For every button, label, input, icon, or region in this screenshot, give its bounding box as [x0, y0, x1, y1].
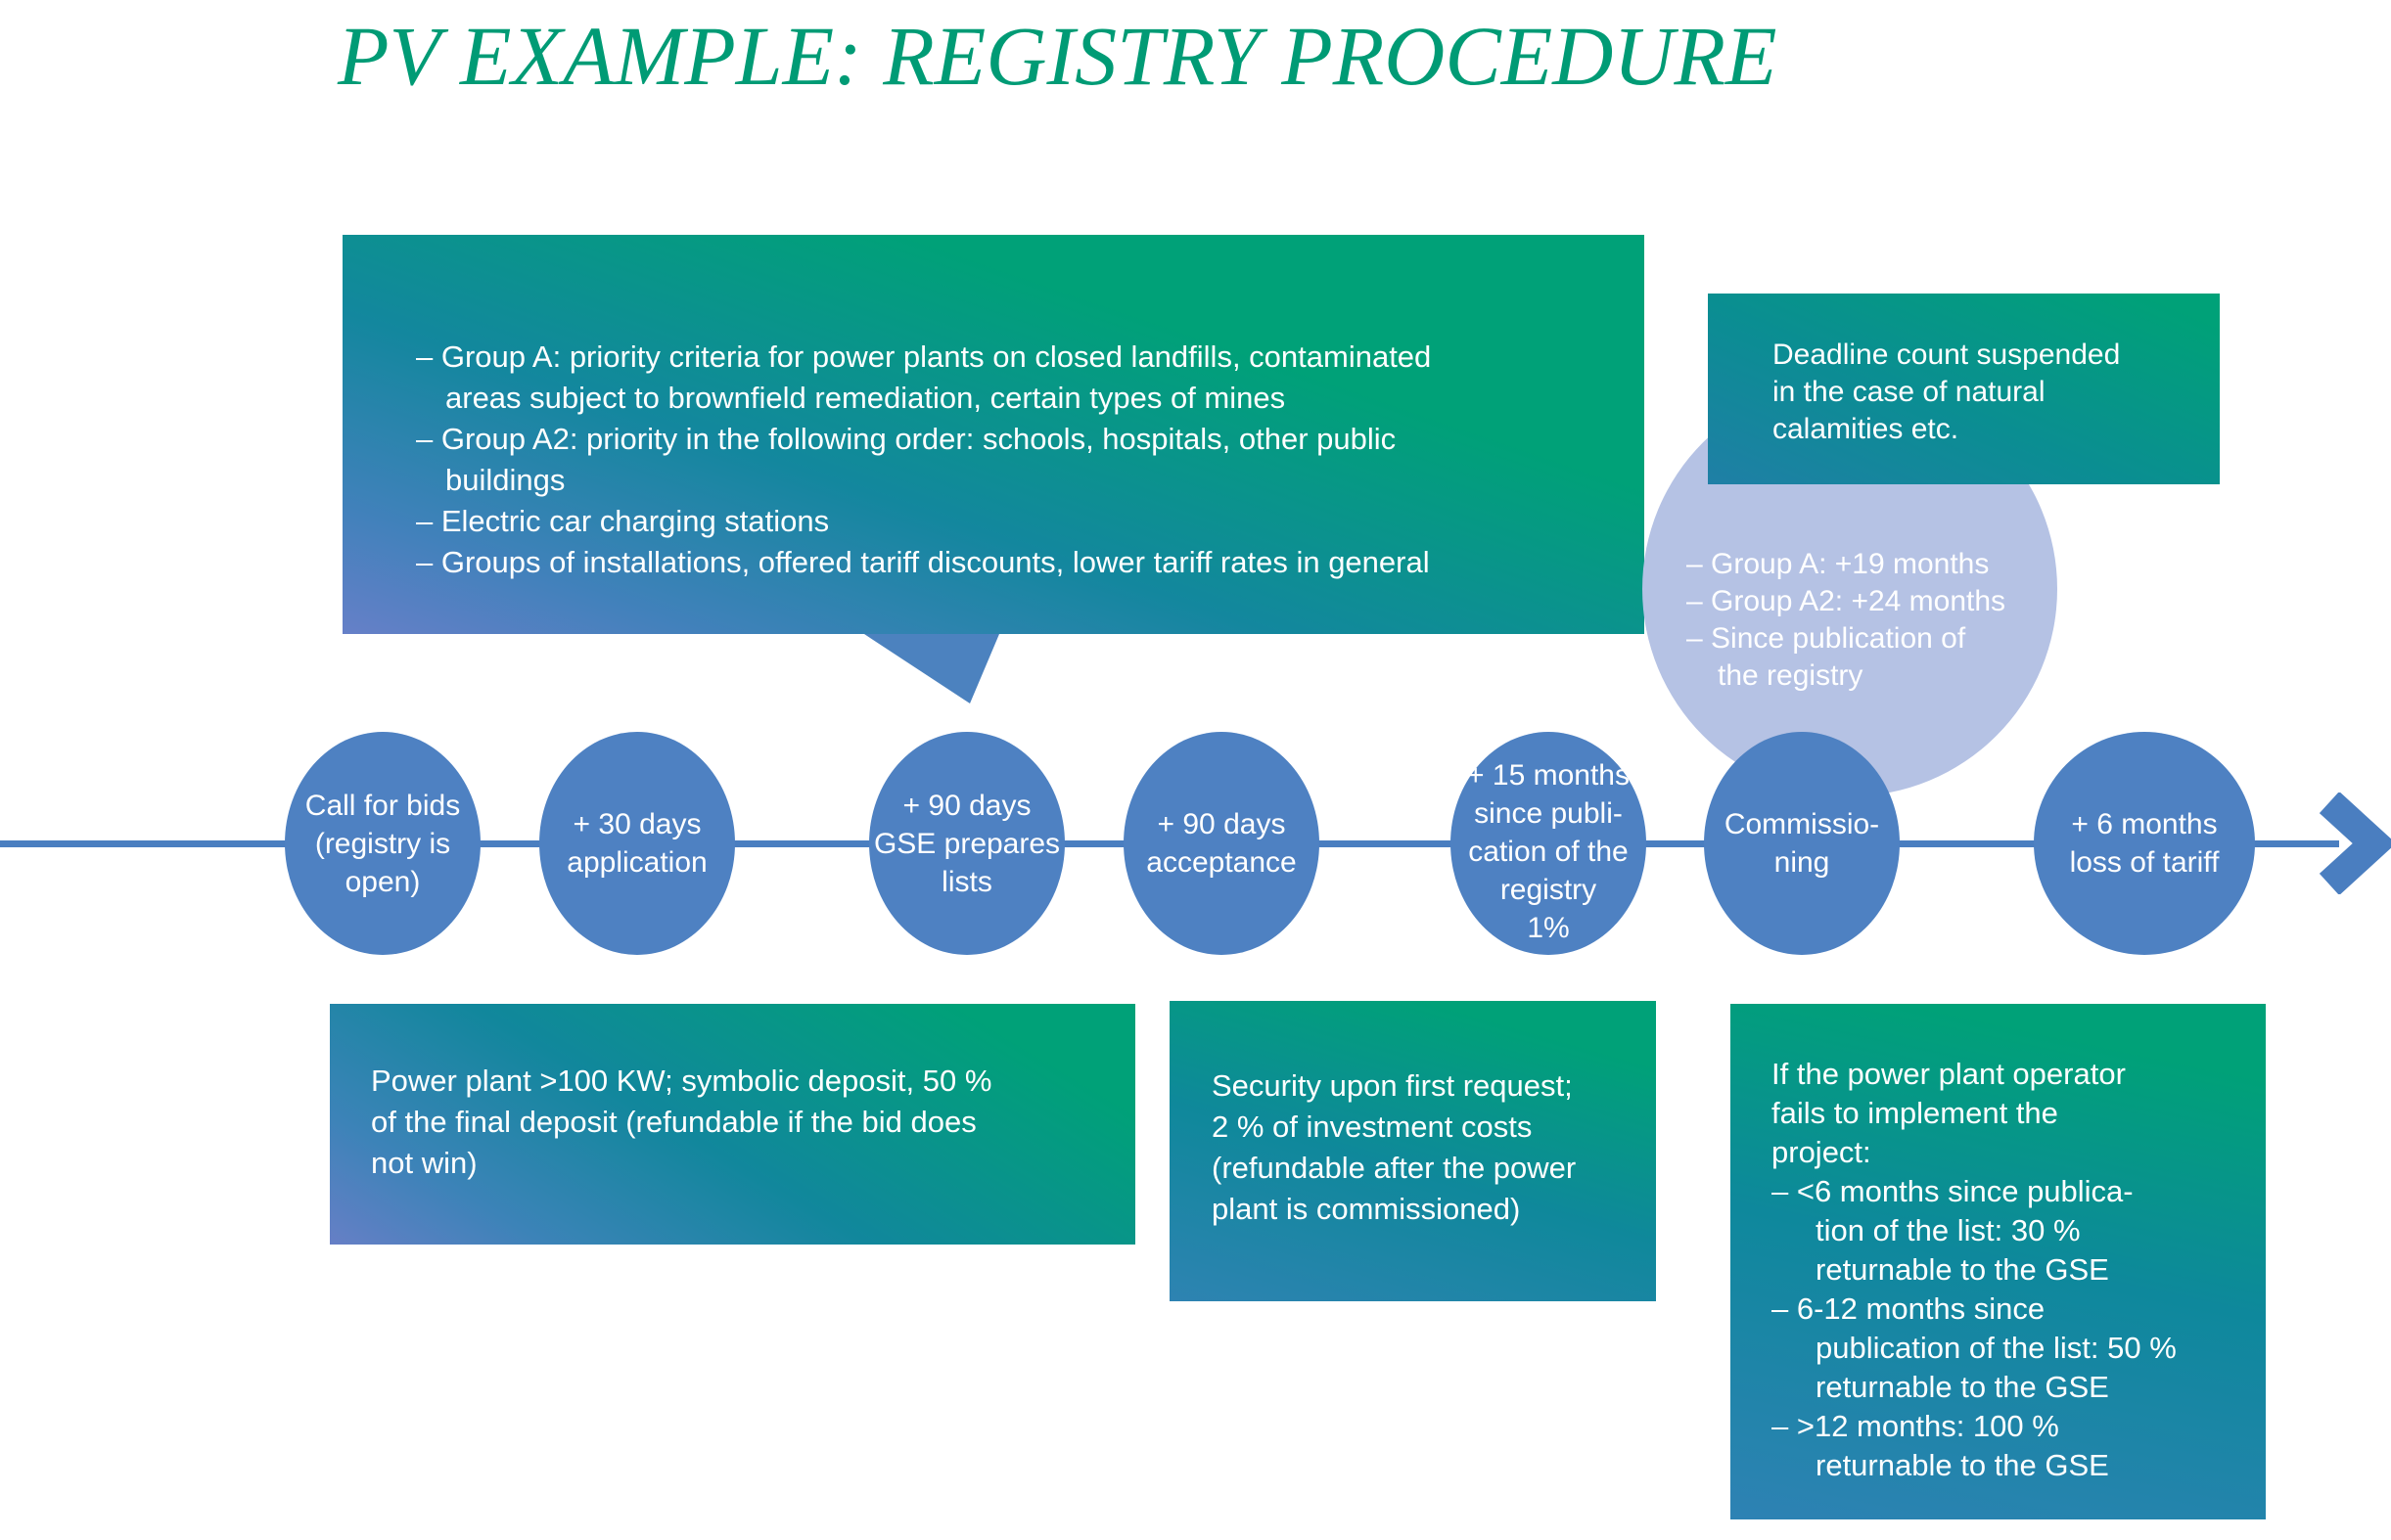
- timeline-step-gse-prepares-lists: [869, 732, 1065, 955]
- timeline-arrow-icon: [2318, 793, 2391, 894]
- note-line: (refundable after the power: [1212, 1151, 1577, 1185]
- node-label: Commissio- ning: [1724, 808, 1880, 879]
- node-label: + 6 months loss of tariff: [2069, 808, 2220, 879]
- note-line: If the power plant operator: [1771, 1057, 2126, 1091]
- node-label: + 30 days application: [567, 808, 708, 879]
- timeline-step-call-for-bids: [285, 732, 481, 955]
- suspension-line: – Group A: +19 months: [1686, 548, 1990, 580]
- callout-tail-icon: [861, 632, 1003, 706]
- suspension-line: – Since publication of: [1686, 622, 1966, 655]
- note-line: returnable to the GSE: [1816, 1252, 2109, 1287]
- callout-line: – Group A: priority criteria for power plants on closed landfills, contaminated: [416, 340, 1432, 374]
- note-line: tion of the list: 30 %: [1816, 1213, 2081, 1247]
- note-line: returnable to the GSE: [1816, 1448, 2109, 1482]
- callout-line: buildings: [445, 463, 566, 497]
- security-note: [1170, 1001, 1656, 1301]
- timeline-step-loss-of-tariff: [2034, 732, 2255, 955]
- deadline-note: [1708, 294, 2220, 484]
- deposit-note: [330, 1004, 1135, 1245]
- callout-line: – Group A2: priority in the following order: schools, hospitals, other public: [416, 422, 1397, 456]
- node-label: Call for bids (registry is open): [304, 789, 461, 898]
- note-line: of the final deposit (refundable if the bid does: [371, 1105, 977, 1139]
- timeline-step-publication: [1450, 732, 1646, 955]
- page-title: PV EXAMPLE: REGISTRY PROCEDURE: [338, 9, 1777, 103]
- callout-line: – Groups of installations, offered tariff discounts, lower tariff rates in general: [416, 545, 1430, 579]
- note-line: returnable to the GSE: [1816, 1370, 2109, 1404]
- note-line: project:: [1771, 1135, 1871, 1169]
- timeline-step-application: [539, 732, 735, 955]
- node-label: + 15 months since publi- cation of the registry 1%: [1467, 758, 1630, 944]
- criteria-callout: [343, 235, 1644, 634]
- suspension-line: – Group A2: +24 months: [1686, 585, 2006, 617]
- node-label: + 90 days acceptance: [1146, 808, 1297, 879]
- deadline-line: Deadline count suspended: [1772, 339, 2121, 371]
- note-line: – >12 months: 100 %: [1771, 1409, 2059, 1443]
- callout-line: areas subject to brownfield remediation, certain types of mines: [445, 381, 1286, 415]
- timeline-step-acceptance: [1124, 732, 1319, 955]
- note-line: – 6-12 months since: [1771, 1291, 2046, 1326]
- note-line: – <6 months since publica-: [1771, 1174, 2134, 1208]
- deadline-line: calamities etc.: [1772, 413, 1959, 445]
- deadline-line: in the case of natural: [1772, 376, 2046, 408]
- note-line: Power plant >100 KW; symbolic deposit, 50 %: [371, 1064, 992, 1098]
- callout-line: – Electric car charging stations: [416, 504, 830, 538]
- note-line: publication of the list: 50 %: [1816, 1331, 2177, 1365]
- note-line: Security upon first request;: [1212, 1068, 1573, 1103]
- note-line: fails to implement the: [1771, 1096, 2058, 1130]
- note-line: plant is commissioned): [1212, 1192, 1521, 1226]
- node-label: + 90 days GSE prepares lists: [873, 789, 1061, 898]
- suspension-line: the registry: [1718, 659, 1863, 692]
- note-line: 2 % of investment costs: [1212, 1110, 1533, 1144]
- failure-note: [1730, 1004, 2266, 1519]
- timeline-step-commissioning: [1704, 732, 1900, 955]
- note-line: not win): [371, 1146, 478, 1180]
